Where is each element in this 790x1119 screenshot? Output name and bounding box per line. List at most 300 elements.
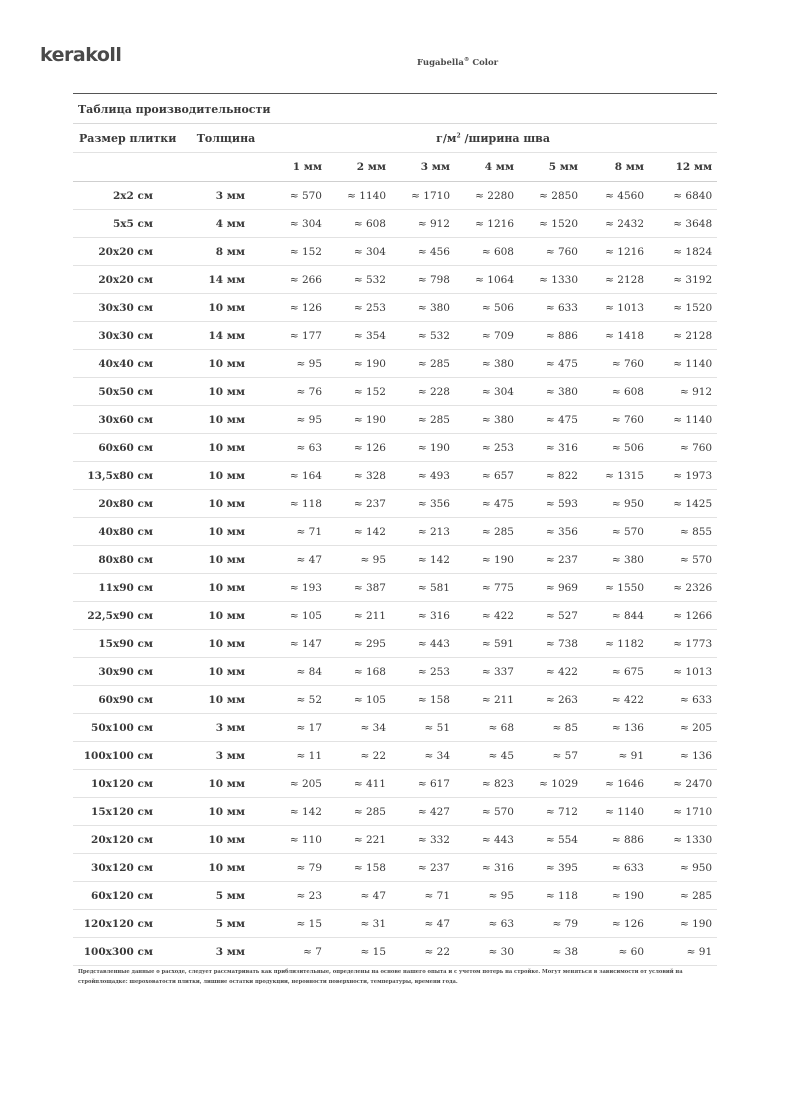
consumption-cell: ≈ 95 bbox=[455, 882, 519, 910]
thickness-cell: 10 мм bbox=[183, 350, 269, 378]
consumption-cell: ≈ 675 bbox=[583, 658, 649, 686]
consumption-cell: ≈ 253 bbox=[391, 658, 455, 686]
consumption-cell: ≈ 105 bbox=[327, 686, 391, 714]
consumption-cell: ≈ 228 bbox=[391, 378, 455, 406]
consumption-cell: ≈ 738 bbox=[519, 630, 583, 658]
consumption-cell: ≈ 1773 bbox=[649, 630, 717, 658]
table-row bbox=[73, 602, 717, 630]
tile-size-cell: 30x90 см bbox=[73, 658, 183, 686]
tile-size-cell: 11x90 см bbox=[73, 574, 183, 602]
product-name bbox=[417, 57, 498, 68]
consumption-cell: ≈ 1330 bbox=[649, 826, 717, 854]
consumption-cell: ≈ 190 bbox=[649, 910, 717, 938]
consumption-cell: ≈ 23 bbox=[269, 882, 327, 910]
consumption-cell: ≈ 380 bbox=[455, 406, 519, 434]
consumption-cell: ≈ 110 bbox=[269, 826, 327, 854]
tile-size-cell: 100x100 см bbox=[73, 742, 183, 770]
consumption-cell: ≈ 316 bbox=[519, 434, 583, 462]
column-header-size: Размер плитки bbox=[79, 131, 177, 145]
consumption-cell: ≈ 126 bbox=[269, 294, 327, 322]
joint-width-header: 5 мм bbox=[519, 153, 583, 182]
consumption-cell: ≈ 136 bbox=[583, 714, 649, 742]
thickness-cell: 14 мм bbox=[183, 322, 269, 350]
consumption-cell: ≈ 2128 bbox=[583, 266, 649, 294]
table-row bbox=[73, 238, 717, 266]
consumption-cell: ≈ 2850 bbox=[519, 182, 583, 210]
consumption-cell: ≈ 91 bbox=[583, 742, 649, 770]
consumption-cell: ≈ 608 bbox=[455, 238, 519, 266]
table-row bbox=[73, 826, 717, 854]
consumption-cell: ≈ 354 bbox=[327, 322, 391, 350]
table-row bbox=[73, 294, 717, 322]
consumption-cell: ≈ 4560 bbox=[583, 182, 649, 210]
consumption-cell: ≈ 506 bbox=[583, 434, 649, 462]
tile-size-cell: 20x80 см bbox=[73, 490, 183, 518]
consumption-cell: ≈ 912 bbox=[649, 378, 717, 406]
consumption-cell: ≈ 147 bbox=[269, 630, 327, 658]
joint-width-row bbox=[73, 153, 717, 182]
consumption-cell: ≈ 2128 bbox=[649, 322, 717, 350]
consumption-cell: ≈ 608 bbox=[583, 378, 649, 406]
thickness-cell: 3 мм bbox=[183, 714, 269, 742]
tile-size-cell: 120x120 см bbox=[73, 910, 183, 938]
table-row bbox=[73, 630, 717, 658]
consumption-cell: ≈ 1824 bbox=[649, 238, 717, 266]
consumption-cell: ≈ 237 bbox=[519, 546, 583, 574]
consumption-cell: ≈ 823 bbox=[455, 770, 519, 798]
thickness-cell: 10 мм bbox=[183, 406, 269, 434]
column-header-thickness: Толщина bbox=[196, 131, 256, 145]
unit-label-b: /ширина шва bbox=[460, 131, 550, 145]
tile-size-cell: 100x300 см bbox=[73, 938, 183, 966]
thickness-cell: 10 мм bbox=[183, 294, 269, 322]
consumption-cell: ≈ 2326 bbox=[649, 574, 717, 602]
table-row bbox=[73, 714, 717, 742]
consumption-cell: ≈ 266 bbox=[269, 266, 327, 294]
consumption-cell: ≈ 380 bbox=[391, 294, 455, 322]
consumption-cell: ≈ 63 bbox=[455, 910, 519, 938]
thickness-cell: 3 мм bbox=[183, 742, 269, 770]
consumption-cell: ≈ 285 bbox=[391, 350, 455, 378]
consumption-cell: ≈ 190 bbox=[455, 546, 519, 574]
consumption-cell: ≈ 570 bbox=[583, 518, 649, 546]
tile-size-cell: 13,5x80 см bbox=[73, 462, 183, 490]
thickness-cell: 3 мм bbox=[183, 182, 269, 210]
thickness-cell: 10 мм bbox=[183, 518, 269, 546]
consumption-cell: ≈ 190 bbox=[391, 434, 455, 462]
consumption-cell: ≈ 2432 bbox=[583, 210, 649, 238]
consumption-cell: ≈ 45 bbox=[455, 742, 519, 770]
thickness-cell: 10 мм bbox=[183, 854, 269, 882]
consumption-cell: ≈ 1520 bbox=[519, 210, 583, 238]
tile-size-cell: 20x20 см bbox=[73, 266, 183, 294]
consumption-cell: ≈ 1216 bbox=[583, 238, 649, 266]
consumption-cell: ≈ 712 bbox=[519, 798, 583, 826]
consumption-cell: ≈ 844 bbox=[583, 602, 649, 630]
table-row bbox=[73, 854, 717, 882]
consumption-cell: ≈ 31 bbox=[327, 910, 391, 938]
consumption-cell: ≈ 15 bbox=[269, 910, 327, 938]
consumption-cell: ≈ 6840 bbox=[649, 182, 717, 210]
consumption-cell: ≈ 316 bbox=[455, 854, 519, 882]
consumption-cell: ≈ 304 bbox=[327, 238, 391, 266]
consumption-cell: ≈ 221 bbox=[327, 826, 391, 854]
thickness-cell: 10 мм bbox=[183, 658, 269, 686]
consumption-cell: ≈ 475 bbox=[455, 490, 519, 518]
consumption-cell: ≈ 253 bbox=[455, 434, 519, 462]
consumption-cell: ≈ 126 bbox=[583, 910, 649, 938]
table-row bbox=[73, 770, 717, 798]
footnote: Представленные данные о расходе, следует рассматривать как приблизительные, определены на основе нашего опыта и с учетом потерь на стройке. Могут меняться в зависимости от условий на стройплощадке: шероховатости плитки, лишние остатки продукции, неровности поверхности, температуры, времени года. bbox=[78, 969, 683, 985]
consumption-cell: ≈ 158 bbox=[327, 854, 391, 882]
tile-size-cell: 15x120 см bbox=[73, 798, 183, 826]
consumption-cell: ≈ 285 bbox=[391, 406, 455, 434]
consumption-cell: ≈ 79 bbox=[519, 910, 583, 938]
consumption-cell: ≈ 142 bbox=[391, 546, 455, 574]
consumption-cell: ≈ 7 bbox=[269, 938, 327, 966]
consumption-cell: ≈ 11 bbox=[269, 742, 327, 770]
consumption-cell: ≈ 475 bbox=[519, 406, 583, 434]
consumption-cell: ≈ 617 bbox=[391, 770, 455, 798]
tile-size-cell: 15x90 см bbox=[73, 630, 183, 658]
consumption-cell: ≈ 581 bbox=[391, 574, 455, 602]
product-title: Fugabella bbox=[417, 57, 464, 68]
consumption-cell: ≈ 633 bbox=[519, 294, 583, 322]
consumption-cell: ≈ 71 bbox=[391, 882, 455, 910]
joint-width-header: 2 мм bbox=[327, 153, 391, 182]
consumption-cell: ≈ 15 bbox=[327, 938, 391, 966]
consumption-cell: ≈ 22 bbox=[391, 938, 455, 966]
consumption-cell: ≈ 76 bbox=[269, 378, 327, 406]
table-row bbox=[73, 378, 717, 406]
consumption-cell: ≈ 1710 bbox=[649, 798, 717, 826]
consumption-cell: ≈ 1550 bbox=[583, 574, 649, 602]
consumption-cell: ≈ 190 bbox=[327, 350, 391, 378]
consumption-cell: ≈ 1182 bbox=[583, 630, 649, 658]
consumption-cell: ≈ 2470 bbox=[649, 770, 717, 798]
consumption-cell: ≈ 168 bbox=[327, 658, 391, 686]
consumption-cell: ≈ 304 bbox=[455, 378, 519, 406]
consumption-cell: ≈ 1646 bbox=[583, 770, 649, 798]
consumption-cell: ≈ 337 bbox=[455, 658, 519, 686]
consumption-cell: ≈ 295 bbox=[327, 630, 391, 658]
consumption-cell: ≈ 158 bbox=[391, 686, 455, 714]
consumption-cell: ≈ 657 bbox=[455, 462, 519, 490]
consumption-cell: ≈ 47 bbox=[391, 910, 455, 938]
consumption-cell: ≈ 855 bbox=[649, 518, 717, 546]
consumption-cell: ≈ 633 bbox=[649, 686, 717, 714]
consumption-cell: ≈ 118 bbox=[519, 882, 583, 910]
consumption-cell: ≈ 1029 bbox=[519, 770, 583, 798]
consumption-cell: ≈ 822 bbox=[519, 462, 583, 490]
consumption-cell: ≈ 709 bbox=[455, 322, 519, 350]
consumption-cell: ≈ 22 bbox=[327, 742, 391, 770]
table-body bbox=[73, 182, 717, 966]
consumption-cell: ≈ 38 bbox=[519, 938, 583, 966]
consumption-cell: ≈ 886 bbox=[519, 322, 583, 350]
registered-mark: ® bbox=[463, 57, 470, 63]
consumption-cell: ≈ 608 bbox=[327, 210, 391, 238]
unit-label-a: г/м bbox=[436, 131, 457, 145]
consumption-cell: ≈ 285 bbox=[327, 798, 391, 826]
consumption-cell: ≈ 443 bbox=[391, 630, 455, 658]
consumption-cell: ≈ 213 bbox=[391, 518, 455, 546]
thickness-cell: 10 мм bbox=[183, 602, 269, 630]
header-divider bbox=[73, 93, 717, 94]
unit-label-sup: 2 bbox=[456, 131, 461, 139]
consumption-cell: ≈ 527 bbox=[519, 602, 583, 630]
tile-size-cell: 60x60 см bbox=[73, 434, 183, 462]
consumption-cell: ≈ 30 bbox=[455, 938, 519, 966]
thickness-cell: 4 мм bbox=[183, 210, 269, 238]
table-row bbox=[73, 406, 717, 434]
tile-size-cell: 10x120 см bbox=[73, 770, 183, 798]
thickness-cell: 10 мм bbox=[183, 546, 269, 574]
consumption-cell: ≈ 285 bbox=[455, 518, 519, 546]
consumption-cell: ≈ 328 bbox=[327, 462, 391, 490]
thickness-cell: 5 мм bbox=[183, 910, 269, 938]
table-row bbox=[73, 266, 717, 294]
consumption-cell: ≈ 427 bbox=[391, 798, 455, 826]
consumption-cell: ≈ 17 bbox=[269, 714, 327, 742]
tile-size-cell: 60x120 см bbox=[73, 882, 183, 910]
consumption-cell: ≈ 79 bbox=[269, 854, 327, 882]
consumption-cell: ≈ 570 bbox=[649, 546, 717, 574]
consumption-cell: ≈ 760 bbox=[583, 406, 649, 434]
consumption-cell: ≈ 205 bbox=[649, 714, 717, 742]
consumption-cell: ≈ 34 bbox=[391, 742, 455, 770]
consumption-cell: ≈ 1140 bbox=[583, 798, 649, 826]
consumption-cell: ≈ 532 bbox=[391, 322, 455, 350]
tile-size-cell: 60x90 см bbox=[73, 686, 183, 714]
table-row bbox=[73, 462, 717, 490]
consumption-cell: ≈ 193 bbox=[269, 574, 327, 602]
tile-size-cell: 80x80 см bbox=[73, 546, 183, 574]
consumption-cell: ≈ 57 bbox=[519, 742, 583, 770]
joint-width-header: 12 мм bbox=[649, 153, 717, 182]
consumption-cell: ≈ 950 bbox=[649, 854, 717, 882]
consumption-cell: ≈ 356 bbox=[391, 490, 455, 518]
thickness-cell: 8 мм bbox=[183, 238, 269, 266]
consumption-cell: ≈ 422 bbox=[583, 686, 649, 714]
table-row bbox=[73, 686, 717, 714]
consumption-cell: ≈ 1140 bbox=[327, 182, 391, 210]
tile-size-cell: 50x100 см bbox=[73, 714, 183, 742]
performance-table bbox=[73, 95, 717, 966]
consumption-cell: ≈ 1140 bbox=[649, 406, 717, 434]
consumption-cell: ≈ 63 bbox=[269, 434, 327, 462]
table-row bbox=[73, 574, 717, 602]
joint-width-header: 4 мм bbox=[455, 153, 519, 182]
thickness-cell: 3 мм bbox=[183, 938, 269, 966]
consumption-cell: ≈ 60 bbox=[583, 938, 649, 966]
consumption-cell: ≈ 1013 bbox=[649, 658, 717, 686]
consumption-cell: ≈ 798 bbox=[391, 266, 455, 294]
consumption-cell: ≈ 1520 bbox=[649, 294, 717, 322]
consumption-cell: ≈ 1064 bbox=[455, 266, 519, 294]
tile-size-cell: 5x5 см bbox=[73, 210, 183, 238]
tile-size-cell: 40x40 см bbox=[73, 350, 183, 378]
table-row bbox=[73, 518, 717, 546]
consumption-cell: ≈ 760 bbox=[583, 350, 649, 378]
consumption-cell: ≈ 304 bbox=[269, 210, 327, 238]
consumption-cell: ≈ 886 bbox=[583, 826, 649, 854]
consumption-cell: ≈ 126 bbox=[327, 434, 391, 462]
table-row bbox=[73, 658, 717, 686]
thickness-cell: 10 мм bbox=[183, 434, 269, 462]
consumption-cell: ≈ 152 bbox=[269, 238, 327, 266]
consumption-cell: ≈ 211 bbox=[327, 602, 391, 630]
consumption-cell: ≈ 380 bbox=[519, 378, 583, 406]
consumption-cell: ≈ 164 bbox=[269, 462, 327, 490]
consumption-cell: ≈ 775 bbox=[455, 574, 519, 602]
consumption-cell: ≈ 969 bbox=[519, 574, 583, 602]
joint-width-header: 8 мм bbox=[583, 153, 649, 182]
table-row bbox=[73, 938, 717, 966]
consumption-cell: ≈ 177 bbox=[269, 322, 327, 350]
tile-size-cell: 20x20 см bbox=[73, 238, 183, 266]
consumption-cell: ≈ 1013 bbox=[583, 294, 649, 322]
consumption-cell: ≈ 1140 bbox=[649, 350, 717, 378]
consumption-cell: ≈ 211 bbox=[455, 686, 519, 714]
thickness-cell: 10 мм bbox=[183, 686, 269, 714]
consumption-cell: ≈ 152 bbox=[327, 378, 391, 406]
table-row bbox=[73, 490, 717, 518]
consumption-cell: ≈ 91 bbox=[649, 938, 717, 966]
consumption-cell: ≈ 760 bbox=[649, 434, 717, 462]
consumption-cell: ≈ 95 bbox=[327, 546, 391, 574]
consumption-cell: ≈ 443 bbox=[455, 826, 519, 854]
tile-size-cell: 2x2 см bbox=[73, 182, 183, 210]
consumption-cell: ≈ 332 bbox=[391, 826, 455, 854]
joint-width-header: 1 мм bbox=[269, 153, 327, 182]
consumption-cell: ≈ 3192 bbox=[649, 266, 717, 294]
thickness-cell: 10 мм bbox=[183, 770, 269, 798]
consumption-cell: ≈ 142 bbox=[269, 798, 327, 826]
table-row bbox=[73, 798, 717, 826]
consumption-cell: ≈ 570 bbox=[269, 182, 327, 210]
consumption-cell: ≈ 475 bbox=[519, 350, 583, 378]
consumption-cell: ≈ 1330 bbox=[519, 266, 583, 294]
consumption-cell: ≈ 34 bbox=[327, 714, 391, 742]
thickness-cell: 5 мм bbox=[183, 882, 269, 910]
thickness-cell: 10 мм bbox=[183, 574, 269, 602]
consumption-cell: ≈ 51 bbox=[391, 714, 455, 742]
consumption-cell: ≈ 263 bbox=[519, 686, 583, 714]
consumption-cell: ≈ 387 bbox=[327, 574, 391, 602]
table-row bbox=[73, 434, 717, 462]
consumption-cell: ≈ 316 bbox=[391, 602, 455, 630]
tile-size-cell: 30x60 см bbox=[73, 406, 183, 434]
consumption-cell: ≈ 205 bbox=[269, 770, 327, 798]
consumption-cell: ≈ 237 bbox=[327, 490, 391, 518]
consumption-cell: ≈ 493 bbox=[391, 462, 455, 490]
consumption-cell: ≈ 52 bbox=[269, 686, 327, 714]
thickness-cell: 14 мм bbox=[183, 266, 269, 294]
consumption-cell: ≈ 2280 bbox=[455, 182, 519, 210]
consumption-cell: ≈ 71 bbox=[269, 518, 327, 546]
product-suffix: Color bbox=[472, 57, 499, 68]
consumption-cell: ≈ 142 bbox=[327, 518, 391, 546]
column-header-consumption bbox=[269, 124, 717, 153]
consumption-cell: ≈ 285 bbox=[649, 882, 717, 910]
consumption-cell: ≈ 95 bbox=[269, 350, 327, 378]
tile-size-cell: 40x80 см bbox=[73, 518, 183, 546]
consumption-cell: ≈ 380 bbox=[455, 350, 519, 378]
consumption-cell: ≈ 47 bbox=[327, 882, 391, 910]
consumption-cell: ≈ 554 bbox=[519, 826, 583, 854]
thickness-cell: 10 мм bbox=[183, 630, 269, 658]
consumption-cell: ≈ 85 bbox=[519, 714, 583, 742]
consumption-cell: ≈ 532 bbox=[327, 266, 391, 294]
consumption-cell: ≈ 395 bbox=[519, 854, 583, 882]
table-row bbox=[73, 882, 717, 910]
consumption-cell: ≈ 422 bbox=[519, 658, 583, 686]
thickness-cell: 10 мм bbox=[183, 798, 269, 826]
table-row bbox=[73, 322, 717, 350]
consumption-cell: ≈ 760 bbox=[519, 238, 583, 266]
thickness-cell: 10 мм bbox=[183, 490, 269, 518]
consumption-cell: ≈ 105 bbox=[269, 602, 327, 630]
consumption-cell: ≈ 84 bbox=[269, 658, 327, 686]
thickness-cell: 10 мм bbox=[183, 462, 269, 490]
tile-size-cell: 30x30 см bbox=[73, 294, 183, 322]
table-row bbox=[73, 350, 717, 378]
tile-size-cell: 30x30 см bbox=[73, 322, 183, 350]
table-row bbox=[73, 546, 717, 574]
consumption-cell: ≈ 1425 bbox=[649, 490, 717, 518]
consumption-cell: ≈ 47 bbox=[269, 546, 327, 574]
consumption-cell: ≈ 237 bbox=[391, 854, 455, 882]
table-row bbox=[73, 910, 717, 938]
consumption-cell: ≈ 593 bbox=[519, 490, 583, 518]
consumption-cell: ≈ 380 bbox=[583, 546, 649, 574]
kerakoll-logo: kerakoll bbox=[40, 44, 122, 66]
consumption-cell: ≈ 912 bbox=[391, 210, 455, 238]
consumption-cell: ≈ 356 bbox=[519, 518, 583, 546]
tile-size-cell: 20x120 см bbox=[73, 826, 183, 854]
tile-size-cell: 30x120 см bbox=[73, 854, 183, 882]
consumption-cell: ≈ 95 bbox=[269, 406, 327, 434]
consumption-cell: ≈ 1973 bbox=[649, 462, 717, 490]
consumption-cell: ≈ 1315 bbox=[583, 462, 649, 490]
consumption-cell: ≈ 456 bbox=[391, 238, 455, 266]
consumption-cell: ≈ 68 bbox=[455, 714, 519, 742]
consumption-cell: ≈ 633 bbox=[583, 854, 649, 882]
tile-size-cell: 50x50 см bbox=[73, 378, 183, 406]
joint-width-header: 3 мм bbox=[391, 153, 455, 182]
consumption-cell: ≈ 570 bbox=[455, 798, 519, 826]
consumption-cell: ≈ 253 bbox=[327, 294, 391, 322]
consumption-cell: ≈ 591 bbox=[455, 630, 519, 658]
consumption-cell: ≈ 411 bbox=[327, 770, 391, 798]
consumption-cell: ≈ 1710 bbox=[391, 182, 455, 210]
table-row bbox=[73, 182, 717, 210]
consumption-cell: ≈ 190 bbox=[583, 882, 649, 910]
table-row bbox=[73, 210, 717, 238]
consumption-cell: ≈ 422 bbox=[455, 602, 519, 630]
thickness-cell: 10 мм bbox=[183, 826, 269, 854]
consumption-cell: ≈ 506 bbox=[455, 294, 519, 322]
thickness-cell: 10 мм bbox=[183, 378, 269, 406]
consumption-cell: ≈ 118 bbox=[269, 490, 327, 518]
table-row bbox=[73, 742, 717, 770]
tile-size-cell: 22,5x90 см bbox=[73, 602, 183, 630]
table-title: Таблица производительности bbox=[73, 95, 717, 124]
consumption-cell: ≈ 1216 bbox=[455, 210, 519, 238]
consumption-cell: ≈ 136 bbox=[649, 742, 717, 770]
consumption-cell: ≈ 190 bbox=[327, 406, 391, 434]
